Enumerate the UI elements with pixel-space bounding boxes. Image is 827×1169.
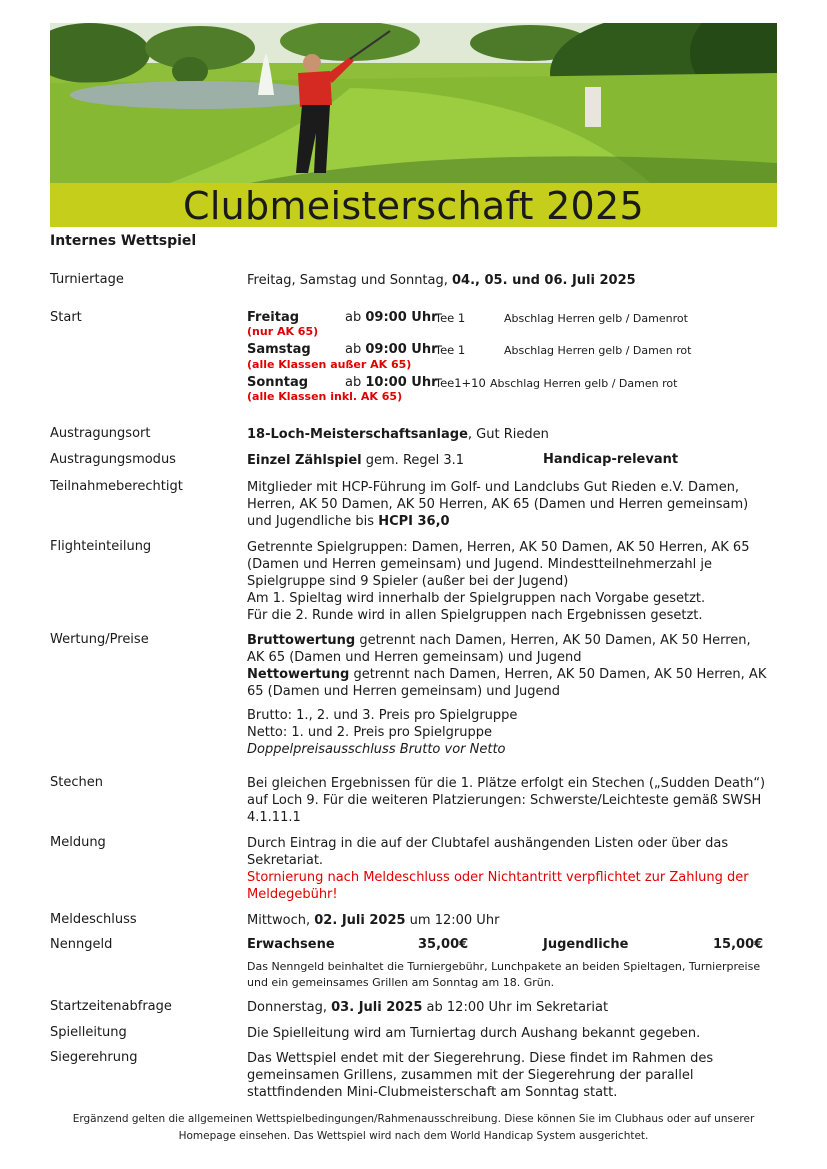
value-teilnahme: Mitglieder mit HCP-Führung im Golf- und Landclubs Gut Rieden e.V. Damen, Herren, AK 50 Damen, AK 50 Herren, AK 65 (Damen und Herren gemeinsam) und Jugendliche bis HCPI 36,0 [247,480,749,529]
label-teilnahme: Teilnahmeberechtigt [50,479,183,494]
wertung-preis-netto: Netto: 1. und 2. Preis pro Spielgruppe [247,725,492,740]
label-austragungsmodus: Austragungsmodus [50,452,176,467]
label-meldung: Meldung [50,835,106,850]
footer-line-1: Ergänzend gelten die allgemeinen Wettspielbedingungen/Rahmenausschreibung. Diese können Sie im Clubhaus oder auf unserer [72,1113,755,1125]
wertung-netto: Nettowertung getrennt nach Damen, Herren, AK 50 Damen, AK 50 Herren, AK 65 (Damen und Herren gemeinsam) und Jugend [247,667,767,699]
meldung-warning: Stornierung nach Meldeschluss oder Nichtantritt verpflichtet zur Zahlung der Meldegebühr! [247,870,749,902]
page-subtitle: Internes Wettspiel [50,233,197,249]
flight-text-3: Für die 2. Runde wird in allen Spielgruppen nach Ergebnissen gesetzt. [247,608,703,623]
flight-text-2: Am 1. Spieltag wird innerhalb der Spielgruppen nach Vorgabe gesetzt. [247,591,706,606]
nenngeld-note: Das Nenngeld beinhaltet die Turniergebühr, Lunchpakete an beiden Spieltagen, Turnierpreise und ein gemeinsames Grillen am Sonntag am 18. Grün. [247,960,761,989]
flight-text-1: Getrennte Spielgruppen: Damen, Herren, AK 50 Damen, AK 50 Herren, AK 65 (Damen und Herren gemeinsam) und Jugend. Mindestteilnehmerzahl je Spielgruppe sind 9 Spieler (außer bei der Jugend) [247,540,750,589]
nenngeld-youth-fee: 15,00€ [713,937,764,952]
meldung-text: Durch Eintrag in die auf der Clubtafel aushängenden Listen oder über das Sekretariat. [247,836,729,868]
start-info-sonntag: Abschlag Herren gelb / Damen rot [490,377,678,390]
label-siegerehrung: Siegerehrung [50,1050,138,1065]
label-startzeiten: Startzeitenabfrage [50,999,172,1014]
nenngeld-adult-fee: 35,00€ [418,937,469,952]
start-note-sonntag: (alle Klassen inkl. AK 65) [247,390,403,403]
start-day-samstag: Samstag [247,342,311,357]
value-austragungsmodus: Einzel Zählspiel gem. Regel 3.1 [247,453,465,468]
value-flight [247,539,767,624]
label-turniertage: Turniertage [50,272,124,287]
start-tee-samstag: Tee 1 [435,343,466,357]
value-austragungsort: 18-Loch-Meisterschaftsanlage, Gut Rieden [247,427,549,442]
label-stechen: Stechen [50,775,103,790]
value-meldung [247,835,767,903]
label-meldeschluss: Meldeschluss [50,912,137,927]
handicap-relevant: Handicap-relevant [543,452,679,467]
label-wertung: Wertung/Preise [50,632,149,647]
title-bar [50,183,777,227]
hero-photo [50,23,777,183]
label-flight: Flighteinteilung [50,539,152,554]
start-note-samstag: (alle Klassen außer AK 65) [247,358,412,371]
start-note-freitag: (nur AK 65) [247,325,319,338]
start-tee-sonntag: Tee1+10 [435,376,486,390]
start-day-freitag: Freitag [247,310,300,325]
label-austragungsort: Austragungsort [50,426,151,441]
nenngeld-youth: Jugendliche [543,937,629,952]
value-stechen: Bei gleichen Ergebnissen für die 1. Plätze erfolgt ein Stechen („Sudden Death“) auf Loch 9. Für die weiteren Platzierungen: Schwerste/Leichteste gemäß SWSH 4.1.11.1 [247,776,766,825]
start-time-freitag: ab 09:00 Uhr [345,310,438,325]
start-time-sonntag: ab 10:00 Uhr [345,375,438,390]
page-title: Clubmeisterschaft 2025 [182,184,644,228]
footer-note [50,1111,777,1145]
label-spielleitung: Spielleitung [50,1025,127,1040]
wertung-preis-brutto: Brutto: 1., 2. und 3. Preis pro Spielgruppe [247,708,518,723]
value-startzeiten: Donnerstag, 03. Juli 2025 ab 12:00 Uhr im Sekretariat [247,1000,609,1015]
value-siegerehrung: Das Wettspiel endet mit der Siegerehrung. Diese findet im Rahmen des gemeinsamen Grillens, zusammen mit der Siegerehrung der parallel stattfindenden Mini-Clubmeisterschaft am Sonntag statt. [247,1051,714,1100]
wertung-doppelpreis: Doppelpreisausschluss Brutto vor Netto [247,742,506,757]
start-info-samstag: Abschlag Herren gelb / Damen rot [504,344,692,357]
label-nenngeld: Nenngeld [50,937,113,952]
label-start: Start [50,310,82,325]
footer-line-2: Homepage einsehen. Das Wettspiel wird nach dem World Handicap System ausgerichtet. [178,1130,649,1142]
value-turniertage: Freitag, Samstag und Sonntag, 04., 05. und 06. Juli 2025 [247,273,636,288]
wertung-brutto: Bruttowertung getrennt nach Damen, Herren, AK 50 Damen, AK 50 Herren, AK 65 (Damen und Herren gemeinsam) und Jugend [247,633,751,665]
start-tee-freitag: Tee 1 [435,311,466,325]
value-wertung [247,632,767,758]
value-spielleitung: Die Spielleitung wird am Turniertag durch Aushang bekannt gegeben. [247,1026,701,1041]
nenngeld-adult: Erwachsene [247,937,335,952]
start-info-freitag: Abschlag Herren gelb / Damenrot [504,312,688,325]
start-time-samstag: ab 09:00 Uhr [345,342,438,357]
start-day-sonntag: Sonntag [247,375,309,390]
value-meldeschluss: Mittwoch, 02. Juli 2025 um 12:00 Uhr [247,913,500,928]
